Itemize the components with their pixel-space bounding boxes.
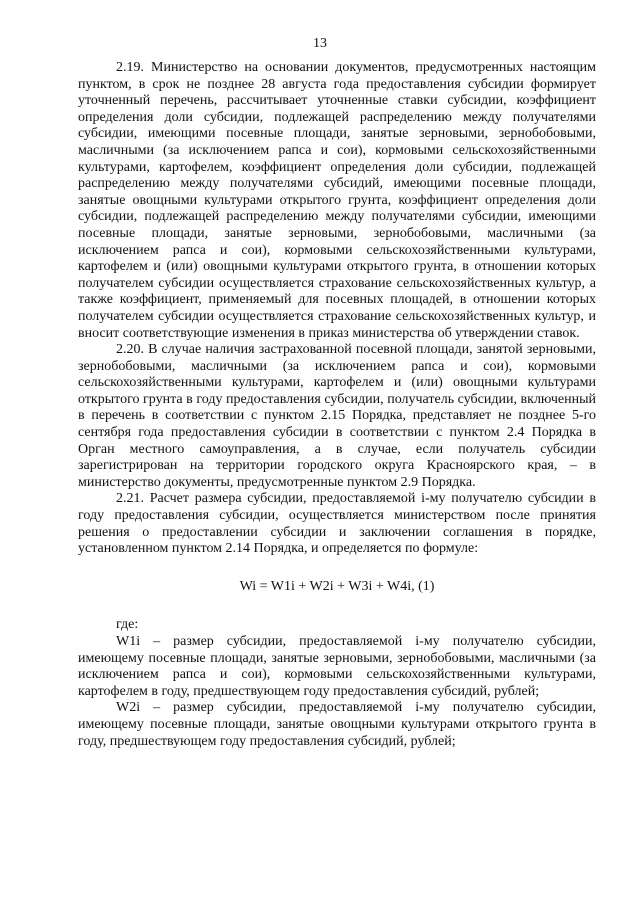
formula-1: Wi = W1i + W2i + W3i + W4i, (1) (239, 578, 435, 594)
paragraph-2-19: 2.19. Министерство на основании документов, предусмотренных настоящим пунктом, в срок не позднее 28 августа года предоставления субсидии формирует уточненный перечень, рассчитывает уточненные ставки субсидии, коэффициент определения доли субсидии, подлежащей распределению между получателями субсидии, имеющими посевные площади, занятые зерновыми, зернобобовыми, масличными (за исключением рапса и сои), кормовыми сельскохозяйственными культурами, картофелем, коэффициент определения доли субсидии, подлежащей распределению между получателями субсидий, имеющими посевные площади, занятые овощными культурами открытого грунта, коэффициент определения доли субсидии, подлежащей распределению между получателями субсидии, имеющими посевные площади, занятые зерновыми, зернобобовыми, масличными (за исключением рапса и сои), кормовыми сельскохозяйственными культурами, картофелем и (или) овощными культурами открытого грунта, в отношении которых получателем субсидии осуществляется страхование сельскохозяйственных культур, а также коэффициент, применяемый для посевных площадей, в отношении которых получателем субсидии осуществляется страхование сельскохозяйственных культур, и вносит соответствующие изменения в приказ министерства об утверждении ставок. (78, 60, 596, 341)
page-number: 13 (313, 36, 327, 51)
where-label: где: (116, 617, 139, 633)
paragraph-2-21: 2.21. Расчет размера субсидии, предоставляемой i-му получателю субсидии в году предоставления субсидии, осуществляется министерством после принятия решения о предоставлении субсидии и заключении соглашения в порядке, установленном пунктом 2.14 Порядка, и определяется по формуле: (78, 491, 596, 557)
definition-w1i: W1i – размер субсидии, предоставляемой i-му получателю субсидии, имеющему посевные площади, занятые зерновыми, зернобобовыми, масличными (за исключением рапса и сои), кормовыми сельскохозяйственными культурами, картофелем в году, предшествующем году предоставления субсидий, рублей; (78, 634, 596, 699)
document-body (78, 60, 596, 750)
paragraph-2-20: 2.20. В случае наличия застрахованной посевной площади, занятой зерновыми, зернобобовыми, масличными (за исключением рапса и сои), кормовыми сельскохозяйственными культурами, картофелем и (или) овощными культурами открытого грунта в году предоставления субсидии, получатель субсидии, включенный в перечень в соответствии с пунктом 2.15 Порядка, представляет не позднее 5-го сентября года предоставления субсидии в соответствии с пунктом 2.4 Порядка в Орган местного самоуправления, а в случае, если получатель субсидии зарегистрирован на территории городского округа Красноярского края, – в министерство документы, предусмотренные пунктом 2.9 Порядка. (78, 342, 596, 490)
definition-w2i: W2i – размер субсидии, предоставляемой i-му получателю субсидии, имеющему посевные площади, занятые овощными культурами открытого грунта в году, предшествующем году предоставления субсидий, рублей; (78, 700, 596, 749)
